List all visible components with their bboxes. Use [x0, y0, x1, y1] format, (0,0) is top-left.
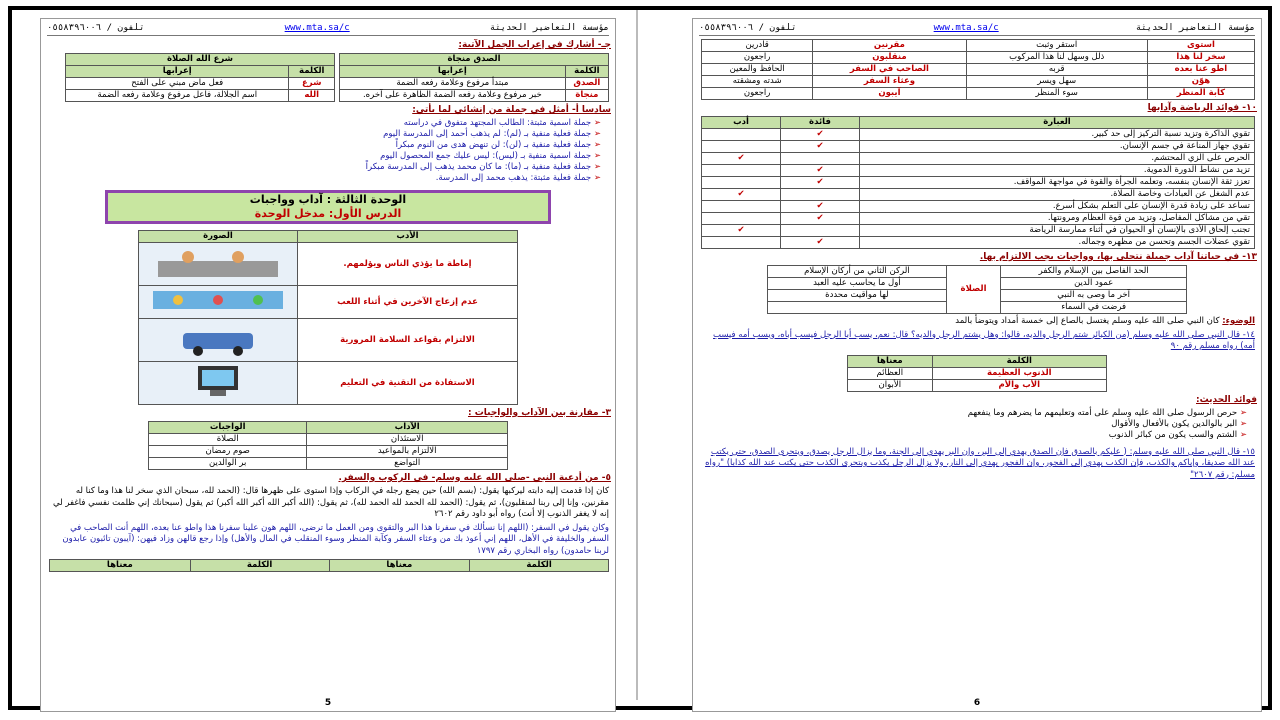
table-cell: اطو عنا بعده	[1147, 64, 1254, 76]
list-item: ➢ جملة فعلية منفية بـ (لن): لن تنهض هدى من النوم مبكراً	[55, 140, 601, 151]
header-phone: تلفون / ٠٥٥٨٣٩٦٠٠٦	[699, 23, 797, 33]
sport-table	[701, 116, 1255, 249]
adab-item: الاستفادة من التقنية في التعليم	[298, 362, 518, 405]
table-row	[702, 237, 1255, 249]
table-cell: التواضع	[307, 458, 508, 470]
adab-check-icon	[702, 237, 781, 249]
table-cell: صوم رمضان	[149, 446, 307, 458]
table-cell: آيبون	[813, 88, 966, 100]
table-cell: قربه	[966, 64, 1147, 76]
examples-list	[55, 118, 601, 184]
table-cell: مقرنين	[813, 40, 966, 52]
table-cell: قادرين	[702, 40, 813, 52]
col-irab: إعرابها	[340, 66, 566, 78]
fawaid-list	[707, 408, 1247, 441]
sport-phrase: تزيد من نشاط الدورة الدموية.	[860, 165, 1255, 177]
table-cell: الحافظ والمعين	[702, 64, 813, 76]
irab-tables	[47, 53, 609, 102]
sport-phrase: تقي من مشاكل المفاصل، وتزيد من قوة العظام ومرونتها.	[860, 213, 1255, 225]
col-word: الكلمة	[470, 560, 609, 572]
irab-value: اسم الجلالة، فاعل مرفوع وعلامة رفعه الضمة	[66, 90, 289, 102]
salah-fact: فرضت في السماء	[1001, 302, 1187, 314]
vocab-table	[701, 39, 1255, 100]
dua-paragraph-2: وكان يقول في السفر: (اللهم إنا نسألك في سفرنا هذا البر والتقوى ومن العمل ما ترضى، اللهم هون علينا سفرنا هذا واطو عنا بعده، اللهم أنت الصاحب في السفر والخليفة في الأهل، اللهم إني أعوذ بك من وعثاء السفر وكآبة المنظر وسوء المنقلب في المال والأهل) وإذا رجع قالهن وزاد فيهن: (آيبون تائبون عابدون لربنا حامدون) رواه البخاري رقم ١٧٩٧	[62, 522, 609, 556]
col-word: الكلمة	[932, 355, 1106, 367]
col-meaning: معناها	[848, 355, 933, 367]
irab-word: منجاة	[565, 90, 608, 102]
col-word: الكلمة	[565, 66, 608, 78]
benefit-check-icon	[781, 225, 860, 237]
irab-word: الصدق	[565, 78, 608, 90]
sport-phrase: تعزز ثقة الإنسان بنفسه، وتعلمه الجرأة والقوة في مواجهة المواقف.	[860, 177, 1255, 189]
wudu-line	[699, 316, 1255, 328]
table-cell: الأب والأم	[932, 379, 1106, 391]
header-url[interactable]: www.mta.sa/c	[933, 23, 999, 33]
list-item: ➢ البر بالوالدين يكون بالأفعال والأقوال	[707, 419, 1247, 430]
col-adab: أدب	[702, 117, 781, 129]
sport-phrase: تقوي الذاكرة وتزيد نسبة التركيز إلى حد كبير.	[860, 129, 1255, 141]
col-phrase: العبارة	[860, 117, 1255, 129]
list-item: ➢ الشتم والسب يكون من كبائر الذنوب	[707, 430, 1247, 441]
col-meaning: معناها	[50, 560, 191, 572]
table-cell: هوّن	[1147, 76, 1254, 88]
adab-item: إماطة ما يؤذي الناس ويؤلمهم.	[298, 243, 518, 286]
col-wajibat: الواجبات	[149, 422, 307, 434]
irab-value: فعل ماض مبني على الفتح	[66, 78, 289, 90]
wudu-label: الوضوء:	[1222, 316, 1255, 326]
salah-fact: آخر ما وصى به النبي	[1001, 290, 1187, 302]
irab-word: شرع	[289, 78, 335, 90]
illustration-road-icon	[139, 243, 298, 286]
hadith-14: ١٤- قال النبي صلى الله عليه وسلم (من الكبائر شتم الرجل والديه، قالوا: وهل يشتم الرجل والديه؟ قال: نعم، يسب أبا الرجل فيسب أباه، ويسب أمه فيسب أمه) رواه مسلم رقم ٩٠	[713, 329, 1255, 351]
sport-phrase: عدم الشغل عن العبادات وخاصة الصلاة.	[860, 189, 1255, 201]
header-org: مؤسسة التعاضير الحديثة	[489, 23, 609, 33]
table-cell: الأبوان	[848, 379, 933, 391]
illustration-computer-icon	[139, 362, 298, 405]
table-row	[702, 141, 1255, 153]
benefit-check-icon	[781, 189, 860, 201]
col-irab: إعرابها	[66, 66, 289, 78]
table-cell: الالتزام بالمواعيد	[307, 446, 508, 458]
page-gutter	[636, 10, 638, 700]
adab-check-icon	[702, 141, 781, 153]
salah-table	[767, 265, 1187, 314]
unit-banner	[105, 190, 551, 224]
illustration-play-icon	[139, 286, 298, 319]
sport-title: ١٠- فوائد الرياضة وآدابها	[1147, 103, 1257, 113]
benefit-check-icon: ✔	[781, 165, 860, 177]
col-adab: الأدب	[298, 231, 518, 243]
table-row	[702, 189, 1255, 201]
table-cell: الصلاة	[149, 434, 307, 446]
sport-phrase: تساعد على زيادة قدرة الإنسان على التعلم بشكل أسرع.	[860, 201, 1255, 213]
sport-phrase: تجنب إلحاق الأذى بالإنسان أو الحيوان في أثناء ممارسة الرياضة	[860, 225, 1255, 237]
benefit-check-icon: ✔	[781, 177, 860, 189]
col-word: الكلمة	[289, 66, 335, 78]
irab-head-sidq: الصدق منجاة	[340, 54, 609, 66]
table-row	[702, 177, 1255, 189]
dua-title: ٥- من أدعية النبي -صلى الله عليه وسلم- في الركوب والسفر.	[338, 473, 611, 483]
salah-fact: عمود الدين	[1001, 278, 1187, 290]
adab-check-icon	[702, 129, 781, 141]
table-cell: منقلبون	[813, 52, 966, 64]
list-item: ➢ جملة اسمية منفية بـ (ليس): ليس عليك جمع المحصول اليوم	[55, 151, 601, 162]
unit-title: الوحدة الثالثة : آداب وواجبات	[249, 193, 407, 206]
table-row	[702, 201, 1255, 213]
irab-table-sidq	[339, 53, 609, 102]
table-cell: شدته ومشقته	[702, 76, 813, 88]
benefit-check-icon: ✔	[781, 141, 860, 153]
salah-fact: الركن الثاني من أركان الإسلام	[768, 266, 947, 278]
header-url[interactable]: www.mta.sa/c	[284, 23, 350, 33]
list-item: ➢ جملة اسمية مثبتة: الطالب المجتهد متفوق في دراسته	[55, 118, 601, 129]
page-number: 6	[973, 698, 981, 708]
sport-phrase: تقوي عضلات الجسم وتحسن من مظهره وجماله.	[860, 237, 1255, 249]
irab-title: جـ- أشارك في إعراب الجمل الآتية:	[458, 40, 611, 50]
table-cell: استقر وثبت	[966, 40, 1147, 52]
benefit-check-icon: ✔	[781, 213, 860, 225]
table-row	[702, 225, 1255, 237]
table-cell: العظائم	[848, 367, 933, 379]
fawaid-title: فوائد الحديث:	[1196, 394, 1257, 405]
bottom-table	[49, 559, 609, 572]
table-cell: بر الوالدين	[149, 458, 307, 470]
hadith-15: ١٥- قال النبي صلى الله عليه وسلم: ( عليكم بالصدق فإن الصدق يهدي إلى البر، وإن البر يهدي إلى الجنة، وما يزال الرجل يصدق، ويتحرى الصدق، حتى يكتب عند الله صديقا، وإياكم والكذب، فإن الكذب يهدي إلى الفجور، وإن الفجور يهدي إلى النار، ولا يزال الرجل يكذب ويتحرى الكذب حتى يكتب عند الله كذابا) "رواه مسلم: رقم ٢٦٠٧"	[705, 446, 1255, 480]
adab-check-icon: ✔	[702, 189, 781, 201]
table-cell: الاستئذان	[307, 434, 508, 446]
list-item: ➢ جملة فعلية منفية بـ (لم): لم يذهب أحمد إلى المدرسة اليوم	[55, 129, 601, 140]
table-cell: سهل ويسر	[966, 76, 1147, 88]
adab-item: عدم إزعاج الآخرين في أثناء اللعب	[298, 286, 518, 319]
benefit-check-icon	[781, 153, 860, 165]
adab-check-icon: ✔	[702, 225, 781, 237]
table-cell: راجعون	[702, 88, 813, 100]
table-cell: الذنوب العظيمة	[932, 367, 1106, 379]
salah-center: الصلاة	[946, 266, 1001, 314]
col-word: الكلمة	[190, 560, 329, 572]
header-phone: تلفون / ٠٥٥٨٣٩٦٠٠٦	[47, 23, 145, 33]
salah-fact: أول ما يحاسب عليه العبد	[768, 278, 947, 290]
adab-item: الالتزام بقواعد السلامة المرورية	[298, 319, 518, 362]
meaning-table	[847, 355, 1107, 392]
table-row	[702, 153, 1255, 165]
table-row	[702, 165, 1255, 177]
irab-head-salah: شرع الله الصلاة	[66, 54, 335, 66]
irab-word: الله	[289, 90, 335, 102]
col-benefit: فائدة	[781, 117, 860, 129]
list-item: ➢ جملة فعلية منفية بـ (ما): ما كان محمد يذهب إلى المدرسة مبكراً	[55, 162, 601, 173]
adab-check-icon: ✔	[702, 153, 781, 165]
benefit-check-icon: ✔	[781, 201, 860, 213]
adab-check-icon	[702, 213, 781, 225]
page-6	[692, 18, 1262, 712]
page-header	[699, 21, 1255, 36]
compare-title: ٣- مقارنة بين الآداب والواجبات :	[467, 408, 611, 418]
compare-table	[148, 421, 508, 470]
page-5	[40, 18, 616, 712]
table-cell: وعثاء السفر	[813, 76, 966, 88]
benefit-check-icon: ✔	[781, 129, 860, 141]
table-cell: كآبة المنظر	[1147, 88, 1254, 100]
benefit-check-icon: ✔	[781, 237, 860, 249]
adab-check-icon	[702, 201, 781, 213]
sport-phrase: الحرص على الزي المحتشم.	[860, 153, 1255, 165]
col-meaning: معناها	[329, 560, 470, 572]
table-row	[702, 129, 1255, 141]
lesson-title: الدرس الأول: مدخل الوحدة	[254, 207, 402, 220]
sport-phrase: تقوي جهاز المناعة في جسم الإنسان.	[860, 141, 1255, 153]
table-cell: سوء المنظر	[966, 88, 1147, 100]
table-cell: ذلل وسهل لنا هذا المركوب	[966, 52, 1147, 64]
irab-value: مبتدأ مرفوع وعلامة رفعه الضمة	[340, 78, 566, 90]
illustration-car-icon	[139, 319, 298, 362]
dua-paragraph-1: كان إذا قدمت إليه دابته ليركبها يقول: (بسم الله) حين يضع رجله في الركاب وإذا استوى على ظهرها قال: (الحمد لله، سبحان الذي سخر لنا هذا وما كنا له مقرنين، وإنا إلى ربنا لمنقلبون)، ثم يقول: (الحمد لله الحمد لله الحمد لله)، ثم يقول: (الله أكبر الله أكبر الله أكبر) ثم يقول (سبحانك إني ظلمت نفسي فاغفر لي إنه لا يغفر الذنوب إلا أنت) رواه أبو داود رقم ٢٦٠٢	[52, 486, 609, 519]
col-image: الصورة	[139, 231, 298, 243]
table-cell: استوى	[1147, 40, 1254, 52]
adab-check-icon	[702, 177, 781, 189]
irab-table-salah	[65, 53, 335, 102]
table-cell: راجعون	[702, 52, 813, 64]
header-org: مؤسسة التعاضير الحديثة	[1135, 23, 1255, 33]
table-row	[702, 213, 1255, 225]
irab-value: خبر مرفوع وعلامة رفعه الضمة الظاهرة على آخره.	[340, 90, 566, 102]
salah-title: ١٣- في حياتنا آداب جميلة نتحلى بها، وواجبات يجب الالتزام بها.	[979, 252, 1257, 262]
salah-fact: الحد الفاصل بين الإسلام والكفر	[1001, 266, 1187, 278]
list-item: ➢ جملة فعلية مثبتة: يذهب محمد إلى المدرسة.	[55, 173, 601, 184]
list-item: ➢ حرص الرسول صلى الله عليه وسلم على أمته وتعليمهم ما يضرهم وما ينفعهم	[707, 408, 1247, 419]
adab-check-icon	[702, 165, 781, 177]
adab-table	[138, 230, 518, 405]
page-number: 5	[324, 698, 332, 708]
col-adab: الآداب	[307, 422, 508, 434]
table-cell: الصاحب في السفر	[813, 64, 966, 76]
table-cell: سخر لنا هذا	[1147, 52, 1254, 64]
sixth-title: سادسا أ- أمثل في جملة من إنشائي لما يأتي:	[412, 105, 611, 115]
salah-fact: لها مواقيت محددة	[768, 290, 947, 302]
page-header	[47, 21, 609, 36]
wudu-text: كان النبي صلى الله عليه وسلم يغتسل بالصاع إلى خمسة أمداد ويتوضأ بالمد	[955, 316, 1220, 326]
